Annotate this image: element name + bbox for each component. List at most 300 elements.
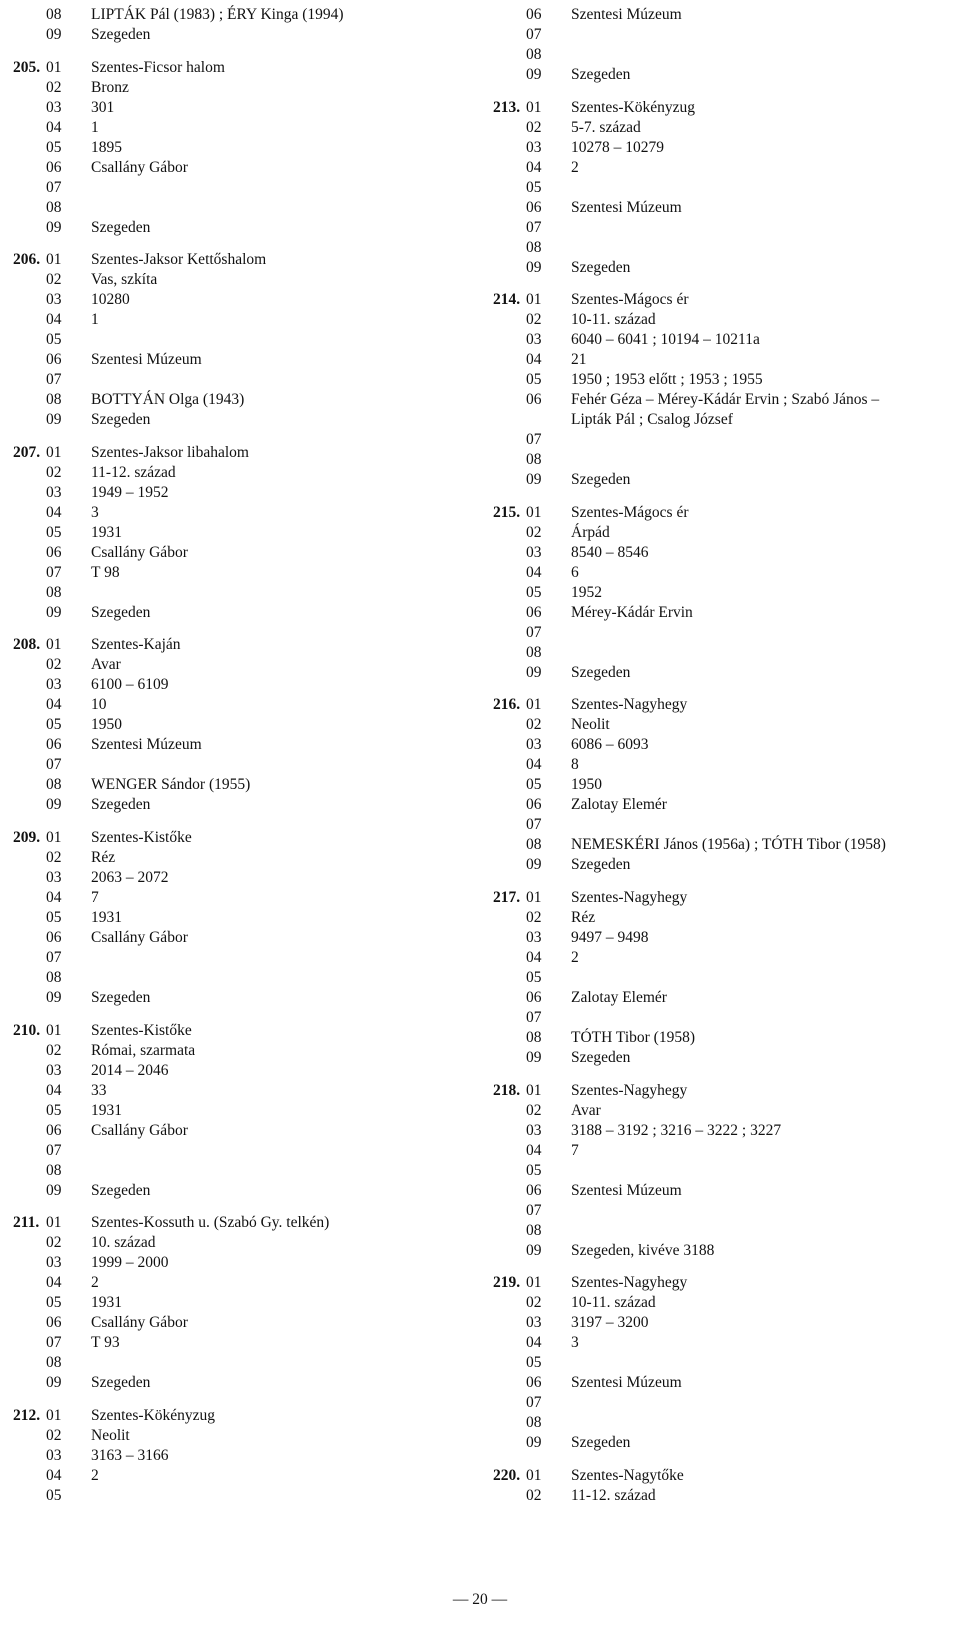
field-row — [480, 583, 960, 603]
field-row — [0, 198, 480, 218]
field-code: 02 — [526, 523, 542, 541]
field-code: 03 — [46, 868, 62, 886]
entry-number: 213. — [493, 98, 521, 116]
field-row — [0, 735, 480, 755]
field-code: 02 — [526, 118, 542, 136]
field-row — [0, 1041, 480, 1061]
field-value: Szentes-Jaksor libahalom — [91, 443, 249, 461]
field-row — [480, 523, 960, 543]
field-row — [0, 543, 480, 563]
catalog-entry — [480, 5, 960, 85]
field-code: 09 — [526, 856, 542, 874]
field-code: 01 — [526, 1081, 542, 1099]
field-row — [480, 775, 960, 795]
field-row — [480, 988, 960, 1008]
field-code: 08 — [526, 451, 542, 469]
field-row — [480, 25, 960, 45]
field-row — [480, 1353, 960, 1373]
field-value: 1999 – 2000 — [91, 1254, 169, 1272]
field-code: 07 — [46, 371, 62, 389]
field-value: 6100 – 6109 — [91, 676, 169, 694]
field-value: 10280 — [91, 291, 130, 309]
field-row — [480, 238, 960, 258]
field-code: 01 — [46, 58, 62, 76]
entry-number: 209. — [13, 828, 41, 846]
field-code: 05 — [526, 968, 542, 986]
field-value: 301 — [91, 98, 115, 116]
field-code: 09 — [526, 1048, 542, 1066]
field-code: 01 — [46, 251, 62, 269]
entry-number: 210. — [13, 1021, 41, 1039]
field-row — [480, 5, 960, 25]
field-code: 09 — [46, 796, 62, 814]
field-code: 07 — [526, 816, 542, 834]
field-code: 04 — [46, 1081, 62, 1099]
entry-number: 217. — [493, 888, 521, 906]
catalog-entry — [480, 503, 960, 683]
field-value: Szentes-Ficsor halom — [91, 58, 225, 76]
field-row — [480, 330, 960, 350]
field-row — [480, 503, 960, 523]
field-code: 01 — [526, 1274, 542, 1292]
field-row — [480, 1393, 960, 1413]
field-code: 03 — [526, 736, 542, 754]
field-value: Bronz — [91, 78, 129, 96]
field-value: Szegeden — [91, 796, 151, 814]
field-code: 06 — [46, 736, 62, 754]
entry-spacer — [480, 1261, 960, 1274]
field-row — [480, 1273, 960, 1293]
field-value: Szentesi Múzeum — [91, 351, 202, 369]
field-code: 05 — [46, 331, 62, 349]
entry-spacer — [480, 875, 960, 888]
field-row — [0, 370, 480, 390]
field-code: 07 — [46, 1334, 62, 1352]
field-row — [480, 1486, 960, 1506]
field-value: Csallány Gábor — [91, 928, 188, 946]
field-code: 01 — [526, 291, 542, 309]
field-code: 04 — [526, 948, 542, 966]
field-row — [480, 310, 960, 330]
catalog-entry — [480, 695, 960, 875]
field-code: 05 — [526, 1354, 542, 1372]
field-row — [480, 158, 960, 178]
field-row — [0, 775, 480, 795]
field-row — [0, 848, 480, 868]
field-row — [0, 828, 480, 848]
field-code: 08 — [46, 6, 62, 23]
field-value: Szegeden — [571, 856, 631, 874]
field-row — [480, 695, 960, 715]
entry-spacer — [0, 1201, 480, 1214]
field-row — [0, 78, 480, 98]
field-value: Szentes-Nagyhegy — [571, 1081, 688, 1099]
field-code: 04 — [526, 1334, 542, 1352]
field-code: 01 — [526, 696, 542, 714]
field-row — [480, 1241, 960, 1261]
field-row — [0, 98, 480, 118]
field-row — [480, 290, 960, 310]
field-code: 03 — [526, 543, 542, 561]
entry-number: 207. — [13, 443, 41, 461]
field-value: Szegeden — [571, 258, 631, 276]
entry-spacer — [0, 238, 480, 251]
field-code: 07 — [46, 178, 62, 196]
field-code: 06 — [526, 198, 542, 216]
field-value: Szegeden — [571, 1048, 631, 1066]
field-code: 06 — [46, 1121, 62, 1139]
field-row — [0, 948, 480, 968]
field-row — [0, 1273, 480, 1293]
field-code: 04 — [46, 696, 62, 714]
field-code: 06 — [46, 543, 62, 561]
field-code: 03 — [46, 98, 62, 116]
field-code: 04 — [526, 158, 542, 176]
field-code: 01 — [526, 1466, 542, 1484]
field-value: 33 — [91, 1081, 107, 1099]
field-row — [480, 370, 960, 390]
field-value: 6086 – 6093 — [571, 736, 649, 754]
field-value: Szentesi Múzeum — [571, 1181, 682, 1199]
field-code: 04 — [526, 1141, 542, 1159]
field-value: 10. század — [91, 1234, 156, 1252]
entry-spacer — [0, 1393, 480, 1406]
entry-spacer — [0, 430, 480, 443]
field-row — [0, 928, 480, 948]
field-code: 05 — [526, 776, 542, 794]
field-row — [0, 1293, 480, 1313]
field-row — [0, 603, 480, 623]
field-row — [480, 603, 960, 623]
field-row — [0, 1353, 480, 1373]
entry-spacer — [480, 85, 960, 98]
field-value: Csallány Gábor — [91, 158, 188, 176]
field-value: Szentesi Múzeum — [91, 736, 202, 754]
field-row — [480, 1413, 960, 1433]
field-row — [0, 503, 480, 523]
field-value: Szegeden — [91, 603, 151, 621]
field-code: 03 — [526, 331, 542, 349]
field-value: Szegeden — [91, 1374, 151, 1392]
field-row — [480, 390, 960, 410]
field-value: Csallány Gábor — [91, 1314, 188, 1332]
catalog-entry — [480, 1081, 960, 1261]
field-value: 1952 — [571, 583, 602, 601]
field-row — [0, 1101, 480, 1121]
field-value: LIPTÁK Pál (1983) ; ÉRY Kinga (1994) — [91, 6, 344, 23]
field-row — [0, 583, 480, 603]
field-code: 04 — [46, 503, 62, 521]
field-code: 06 — [526, 1374, 542, 1392]
field-code: 07 — [526, 1201, 542, 1219]
field-value: Szentes-Nagyhegy — [571, 888, 688, 906]
field-value: Szegeden — [571, 1434, 631, 1452]
field-code: 03 — [46, 676, 62, 694]
field-code: 04 — [526, 563, 542, 581]
field-code: 05 — [526, 583, 542, 601]
field-value: 8540 – 8546 — [571, 543, 649, 561]
field-row — [0, 178, 480, 198]
field-value: 10 — [91, 696, 107, 714]
field-code: 08 — [526, 46, 542, 63]
field-row — [0, 655, 480, 675]
field-code: 06 — [526, 6, 542, 23]
field-value: 3 — [91, 503, 99, 521]
field-value: 2063 – 2072 — [91, 868, 169, 886]
field-row — [480, 45, 960, 65]
field-row — [480, 470, 960, 490]
field-value: 1 — [91, 118, 99, 136]
field-code: 06 — [46, 928, 62, 946]
field-code: 09 — [46, 1181, 62, 1199]
field-row — [480, 543, 960, 563]
field-code: 02 — [46, 656, 62, 674]
field-row — [0, 1061, 480, 1081]
field-row — [0, 888, 480, 908]
field-row — [480, 1433, 960, 1453]
field-row — [480, 1008, 960, 1028]
field-code: 03 — [526, 1314, 542, 1332]
field-value: Római, szarmata — [91, 1041, 196, 1059]
field-row — [480, 835, 960, 855]
entry-number: 212. — [13, 1406, 41, 1424]
field-value: Avar — [91, 656, 121, 674]
field-code: 07 — [46, 563, 62, 581]
field-value: Szegeden — [571, 471, 631, 489]
field-code: 05 — [526, 178, 542, 196]
field-row — [480, 1101, 960, 1121]
field-value: 9497 – 9498 — [571, 928, 649, 946]
field-code: 06 — [526, 603, 542, 621]
field-row — [0, 908, 480, 928]
entry-spacer — [480, 490, 960, 503]
field-value: WENGER Sándor (1955) — [91, 776, 251, 794]
field-code: 07 — [526, 1394, 542, 1412]
field-row — [0, 58, 480, 78]
field-value: 1895 — [91, 138, 122, 156]
field-code: 07 — [526, 218, 542, 236]
field-row — [0, 218, 480, 238]
left-column — [0, 5, 480, 1506]
field-code: 04 — [46, 311, 62, 329]
field-code: 05 — [46, 1294, 62, 1312]
field-row — [480, 643, 960, 663]
field-row — [0, 1406, 480, 1426]
field-value: 10278 – 10279 — [571, 138, 664, 156]
field-code: 02 — [526, 1486, 542, 1504]
entry-number: 220. — [493, 1466, 521, 1484]
field-code: 07 — [526, 1008, 542, 1026]
field-row — [0, 675, 480, 695]
field-row — [480, 815, 960, 835]
entry-spacer — [480, 278, 960, 291]
field-value: Szentes-Kistőke — [91, 1021, 192, 1039]
field-row — [0, 523, 480, 543]
field-value: 8 — [571, 756, 579, 774]
field-row — [480, 908, 960, 928]
field-code: 04 — [526, 756, 542, 774]
field-code: 03 — [46, 483, 62, 501]
field-value: T 93 — [91, 1334, 120, 1352]
field-value: Szentes-Kistőke — [91, 828, 192, 846]
field-value: 1931 — [91, 1101, 122, 1119]
field-value: Zalotay Elemér — [571, 988, 667, 1006]
entry-number: 215. — [493, 503, 521, 521]
field-value: 1931 — [91, 523, 122, 541]
field-value: 6040 – 6041 ; 10194 – 10211a — [571, 331, 760, 349]
field-row — [480, 623, 960, 643]
field-code: 07 — [526, 623, 542, 641]
field-row — [0, 1233, 480, 1253]
field-code: 08 — [526, 1028, 542, 1046]
field-row — [480, 1141, 960, 1161]
field-code: 04 — [46, 118, 62, 136]
field-value: Vas, szkíta — [91, 271, 158, 289]
field-value: 6 — [571, 563, 579, 581]
field-code: 05 — [46, 1101, 62, 1119]
field-code: 02 — [46, 1234, 62, 1252]
field-row — [480, 1028, 960, 1048]
field-row — [0, 1466, 480, 1486]
field-row — [480, 1293, 960, 1313]
field-value: Mérey-Kádár Ervin — [571, 603, 693, 621]
field-code: 05 — [46, 908, 62, 926]
field-code: 01 — [46, 636, 62, 654]
field-row — [0, 118, 480, 138]
field-code: 08 — [46, 968, 62, 986]
field-row — [480, 928, 960, 948]
field-code: 02 — [526, 908, 542, 926]
field-row — [0, 25, 480, 45]
field-value: 10-11. század — [571, 1294, 656, 1312]
catalog-entry — [0, 828, 480, 1008]
field-row — [0, 310, 480, 330]
catalog-entry — [0, 1406, 480, 1506]
field-value: 2014 – 2046 — [91, 1061, 169, 1079]
field-row — [0, 1253, 480, 1273]
field-code: 02 — [46, 1426, 62, 1444]
field-code: 02 — [46, 463, 62, 481]
field-row — [480, 1048, 960, 1068]
field-row — [480, 1373, 960, 1393]
catalog-entry — [480, 290, 960, 490]
catalog-entry — [480, 888, 960, 1068]
field-code: 08 — [526, 1414, 542, 1432]
field-row — [480, 1181, 960, 1201]
field-value: 2 — [91, 1274, 99, 1292]
field-code: 08 — [526, 836, 542, 854]
field-code: 09 — [46, 603, 62, 621]
entry-number: 218. — [493, 1081, 521, 1099]
field-value: Fehér Géza – Mérey-Kádár Ervin ; Szabó János – — [571, 391, 880, 409]
field-code: 02 — [526, 1294, 542, 1312]
field-value: 3 — [571, 1334, 579, 1352]
field-code: 09 — [46, 218, 62, 236]
field-code: 06 — [526, 1181, 542, 1199]
field-value: Szentes-Kökényzug — [571, 98, 695, 116]
field-code: 06 — [526, 988, 542, 1006]
field-row — [0, 563, 480, 583]
catalog-entry — [0, 1021, 480, 1201]
field-value: Árpád — [571, 523, 610, 541]
field-row — [480, 1333, 960, 1353]
field-code: 09 — [526, 663, 542, 681]
field-code: 01 — [46, 828, 62, 846]
field-row — [480, 888, 960, 908]
field-value: 11-12. század — [571, 1486, 656, 1504]
field-row — [0, 1161, 480, 1181]
field-row — [480, 430, 960, 450]
field-row — [480, 450, 960, 470]
field-row — [0, 1333, 480, 1353]
field-row — [0, 1446, 480, 1466]
field-value: 7 — [91, 888, 99, 906]
field-value: TÓTH Tibor (1958) — [571, 1028, 696, 1046]
catalog-entry — [0, 1213, 480, 1393]
field-row — [480, 1201, 960, 1221]
field-value: 5-7. század — [571, 118, 641, 136]
field-code: 08 — [46, 391, 62, 409]
field-row — [0, 443, 480, 463]
field-code: 02 — [526, 1101, 542, 1119]
entry-number: 208. — [13, 636, 41, 654]
field-code: 06 — [46, 351, 62, 369]
field-value: T 98 — [91, 563, 120, 581]
catalog-entry — [480, 1466, 960, 1506]
field-code: 01 — [46, 1214, 62, 1232]
catalog-entry — [0, 635, 480, 815]
field-row — [480, 410, 960, 430]
field-row — [480, 258, 960, 278]
field-value: Szegeden, kivéve 3188 — [571, 1241, 715, 1259]
field-row — [0, 138, 480, 158]
field-row — [480, 1466, 960, 1486]
field-row — [0, 1081, 480, 1101]
entry-number: 206. — [13, 251, 41, 269]
field-code: 01 — [46, 1021, 62, 1039]
field-row — [0, 1121, 480, 1141]
field-code: 08 — [526, 1221, 542, 1239]
field-code: 08 — [46, 1354, 62, 1372]
field-row — [0, 390, 480, 410]
field-value: Neolit — [91, 1426, 130, 1444]
field-row — [0, 715, 480, 735]
field-value: Szegeden — [571, 663, 631, 681]
field-code: 08 — [46, 1161, 62, 1179]
field-value: 1950 — [571, 776, 602, 794]
entry-number: 211. — [13, 1214, 40, 1232]
field-row — [480, 350, 960, 370]
field-value: 1 — [91, 311, 99, 329]
field-row — [0, 410, 480, 430]
field-value: 2 — [571, 948, 579, 966]
field-code: 04 — [46, 1466, 62, 1484]
field-code: 06 — [526, 391, 542, 409]
field-code: 05 — [526, 371, 542, 389]
field-row — [480, 1161, 960, 1181]
field-code: 09 — [46, 1374, 62, 1392]
field-row — [480, 663, 960, 683]
field-code: 02 — [46, 848, 62, 866]
field-value: 1950 — [91, 716, 122, 734]
entry-spacer — [0, 623, 480, 636]
field-value: Szentes-Nagyhegy — [571, 696, 688, 714]
field-value: Avar — [571, 1101, 601, 1119]
field-code: 09 — [526, 258, 542, 276]
field-value: Lipták Pál ; Csalog József — [571, 411, 733, 429]
field-value: Réz — [571, 908, 596, 926]
field-code: 03 — [46, 291, 62, 309]
